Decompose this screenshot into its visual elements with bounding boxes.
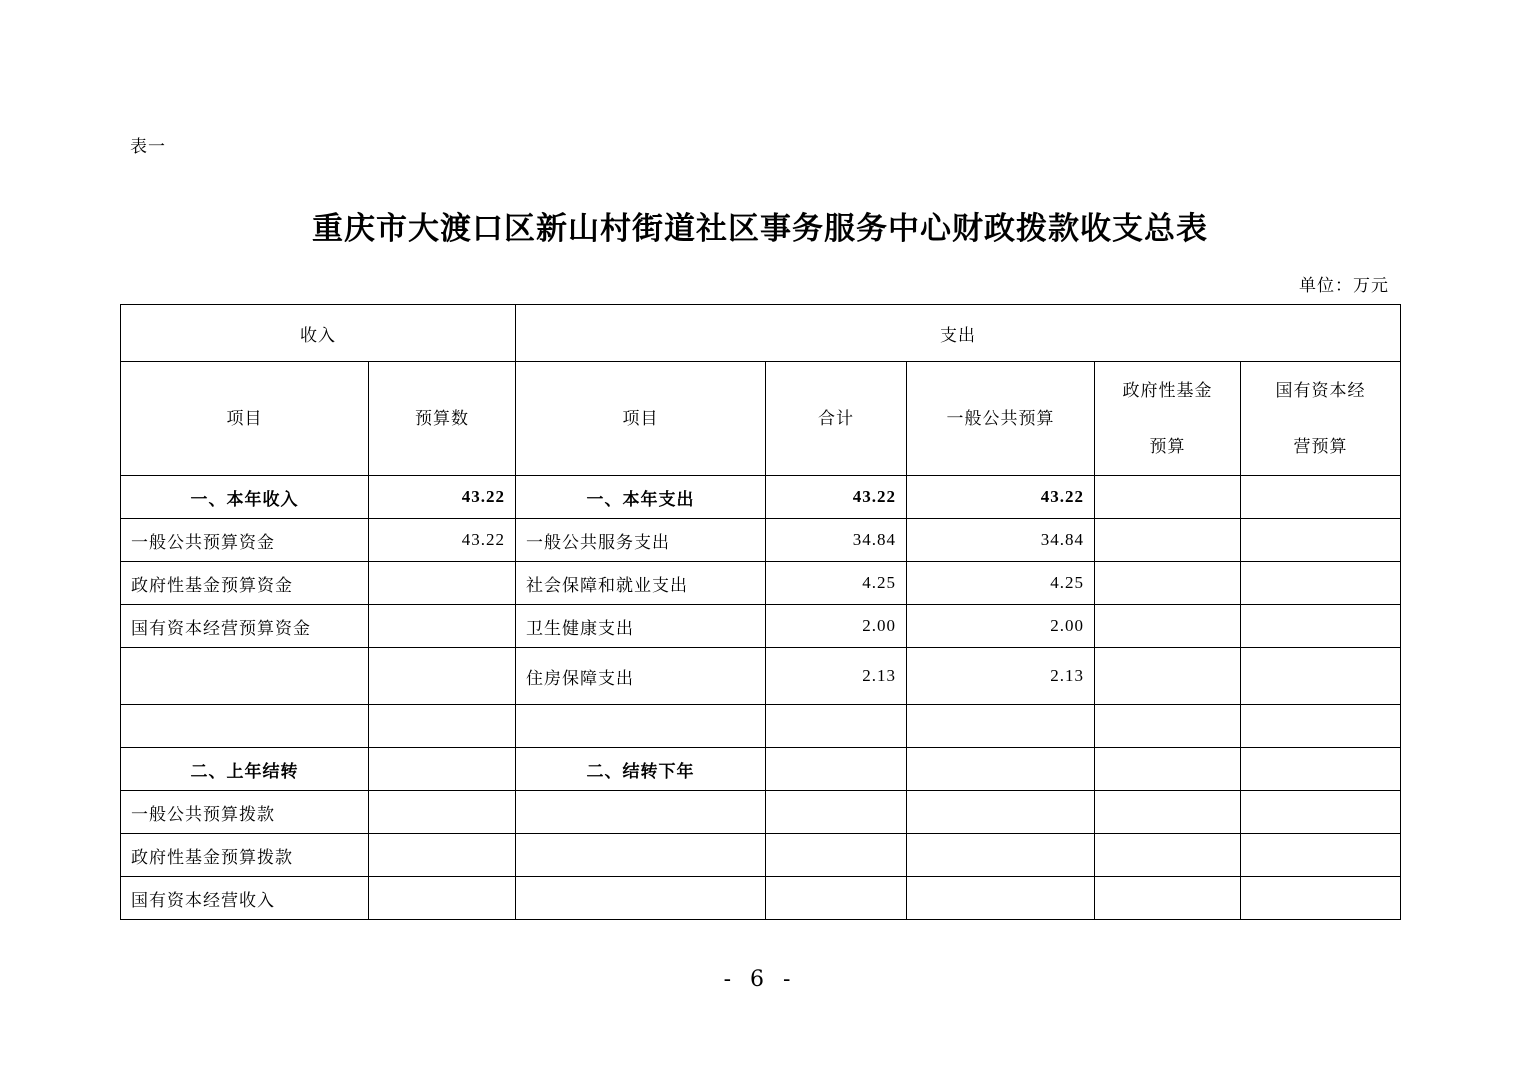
expense-fund <box>1095 476 1241 519</box>
page-number: - 6 - <box>723 967 797 992</box>
income-value <box>369 877 516 920</box>
expense-general <box>907 834 1095 877</box>
expense-item <box>516 834 766 877</box>
expense-capital <box>1241 562 1401 605</box>
table-row <box>121 519 1401 562</box>
table-row <box>121 562 1401 605</box>
expense-fund <box>1095 605 1241 648</box>
header-income-item: 项目 <box>121 362 369 476</box>
header-general-budget: 一般公共预算 <box>907 362 1095 476</box>
income-value <box>369 705 516 748</box>
expense-fund <box>1095 877 1241 920</box>
table-row <box>121 605 1401 648</box>
income-value <box>369 648 516 705</box>
header-state-capital-line1: 国有资本经 <box>1275 380 1366 401</box>
table-row <box>121 705 1401 748</box>
expense-capital <box>1241 705 1401 748</box>
expense-item <box>516 791 766 834</box>
expense-general: 4.25 <box>907 562 1095 605</box>
income-value: 43.22 <box>369 476 516 519</box>
header-gov-fund-line1: 政府性基金 <box>1122 380 1213 401</box>
expense-capital <box>1241 605 1401 648</box>
header-state-capital-line2: 营预算 <box>1293 436 1348 457</box>
expense-general <box>907 748 1095 791</box>
expense-total <box>766 834 907 877</box>
expense-total <box>766 748 907 791</box>
expense-item: 一般公共服务支出 <box>516 519 766 562</box>
income-item: 二、上年结转 <box>121 748 369 791</box>
expense-general <box>907 877 1095 920</box>
expense-item: 二、结转下年 <box>516 748 766 791</box>
expense-capital <box>1241 834 1401 877</box>
income-value <box>369 834 516 877</box>
expense-capital <box>1241 476 1401 519</box>
expense-total <box>766 877 907 920</box>
unit-label: 单位：万元 <box>1299 276 1389 296</box>
expense-total: 43.22 <box>766 476 907 519</box>
header-total: 合计 <box>766 362 907 476</box>
income-item: 一般公共预算资金 <box>121 519 369 562</box>
income-item: 一般公共预算拨款 <box>121 791 369 834</box>
expense-fund <box>1095 748 1241 791</box>
income-item <box>121 648 369 705</box>
header-expense: 支出 <box>516 305 1401 362</box>
budget-table <box>120 304 1401 920</box>
expense-item: 社会保障和就业支出 <box>516 562 766 605</box>
income-item: 政府性基金预算拨款 <box>121 834 369 877</box>
table-row <box>121 877 1401 920</box>
table-row <box>121 834 1401 877</box>
expense-item: 住房保障支出 <box>516 648 766 705</box>
expense-fund <box>1095 519 1241 562</box>
header-row-columns <box>121 362 1401 476</box>
income-value <box>369 748 516 791</box>
expense-total <box>766 705 907 748</box>
header-row-top <box>121 305 1401 362</box>
table-row <box>121 791 1401 834</box>
expense-fund <box>1095 834 1241 877</box>
expense-general <box>907 705 1095 748</box>
expense-capital <box>1241 791 1401 834</box>
expense-fund <box>1095 705 1241 748</box>
income-value <box>369 791 516 834</box>
expense-total: 4.25 <box>766 562 907 605</box>
expense-total: 2.13 <box>766 648 907 705</box>
table-row <box>121 748 1401 791</box>
expense-item <box>516 705 766 748</box>
header-state-capital <box>1241 362 1401 476</box>
expense-total <box>766 791 907 834</box>
expense-general: 2.13 <box>907 648 1095 705</box>
expense-fund <box>1095 648 1241 705</box>
table-label: 表一 <box>130 137 166 157</box>
expense-capital <box>1241 748 1401 791</box>
expense-item <box>516 877 766 920</box>
income-value <box>369 562 516 605</box>
table-row <box>121 476 1401 519</box>
header-gov-fund-line2: 预算 <box>1149 436 1186 457</box>
expense-capital <box>1241 648 1401 705</box>
expense-item: 一、本年支出 <box>516 476 766 519</box>
expense-general: 2.00 <box>907 605 1095 648</box>
expense-capital <box>1241 877 1401 920</box>
expense-fund <box>1095 791 1241 834</box>
income-item: 政府性基金预算资金 <box>121 562 369 605</box>
expense-general <box>907 791 1095 834</box>
income-item: 国有资本经营收入 <box>121 877 369 920</box>
expense-general: 34.84 <box>907 519 1095 562</box>
expense-item: 卫生健康支出 <box>516 605 766 648</box>
header-income: 收入 <box>121 305 516 362</box>
table-row <box>121 648 1401 705</box>
header-gov-fund <box>1095 362 1241 476</box>
income-item: 国有资本经营预算资金 <box>121 605 369 648</box>
expense-total: 2.00 <box>766 605 907 648</box>
page-title: 重庆市大渡口区新山村街道社区事务服务中心财政拨款收支总表 <box>312 211 1208 247</box>
income-item: 一、本年收入 <box>121 476 369 519</box>
income-value <box>369 605 516 648</box>
expense-capital <box>1241 519 1401 562</box>
header-expense-item: 项目 <box>516 362 766 476</box>
header-budget: 预算数 <box>369 362 516 476</box>
income-item <box>121 705 369 748</box>
income-value: 43.22 <box>369 519 516 562</box>
expense-fund <box>1095 562 1241 605</box>
expense-general: 43.22 <box>907 476 1095 519</box>
expense-total: 34.84 <box>766 519 907 562</box>
